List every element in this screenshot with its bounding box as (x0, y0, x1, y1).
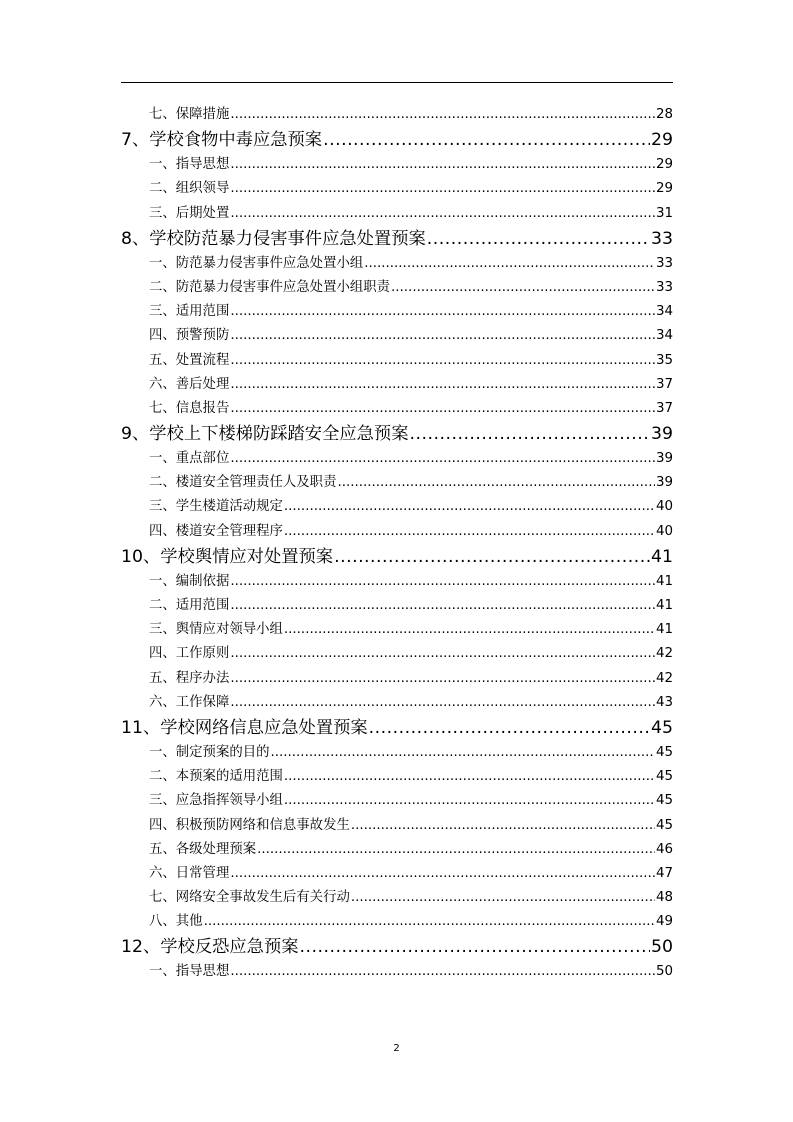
toc-entry-title: 10、学校舆情应对处置预案 (121, 546, 334, 567)
toc-entry-title: 四、预警预防 (149, 328, 230, 344)
dot-leader (351, 886, 655, 910)
header-rule (121, 82, 673, 83)
toc-entry-page: 45 (651, 717, 673, 738)
toc-entry-title: 12、学校反恐应急预案 (121, 937, 299, 958)
toc-entry-title: 9、学校上下楼梯防踩踏安全应急预案 (121, 424, 409, 445)
toc-entry-title: 四、工作原则 (149, 646, 230, 662)
dot-leader (230, 960, 655, 984)
toc-entry-page: 31 (655, 205, 673, 221)
toc-entry-title: 五、程序办法 (149, 670, 230, 686)
toc-entry-page: 39 (651, 424, 673, 445)
toc-entry-page: 33 (655, 279, 673, 295)
table-of-contents (121, 103, 673, 985)
toc-entry-page: 48 (655, 890, 673, 906)
toc-entry-title: 七、信息报告 (149, 400, 230, 416)
toc-entry-page: 35 (655, 352, 673, 368)
toc-section-entry[interactable] (121, 153, 673, 177)
toc-entry-page: 45 (655, 769, 673, 785)
toc-section-entry[interactable] (121, 789, 673, 813)
toc-entry-title: 三、应急指挥领导小组 (149, 793, 283, 809)
toc-chapter-entry[interactable] (121, 127, 673, 153)
toc-entry-title: 三、适用范围 (149, 304, 230, 320)
toc-entry-title: 七、保障措施 (149, 107, 230, 122)
dot-leader (300, 934, 650, 960)
toc-section-entry[interactable] (121, 471, 673, 495)
toc-entry-page: 40 (655, 499, 673, 515)
dot-leader (334, 544, 650, 570)
toc-section-entry[interactable] (121, 910, 673, 934)
toc-entry-title: 8、学校防范暴力侵害事件应急处置预案 (121, 228, 426, 249)
toc-chapter-entry[interactable] (121, 544, 673, 570)
dot-leader (230, 373, 655, 397)
dot-leader (230, 642, 655, 666)
toc-entry-title: 7、学校食物中毒应急预案 (121, 130, 323, 151)
toc-entry-title: 四、积极预防网络和信息事故发生 (149, 817, 350, 833)
toc-section-entry[interactable] (121, 373, 673, 397)
toc-entry-title: 二、适用范围 (149, 598, 230, 613)
toc-section-entry[interactable] (121, 814, 673, 838)
toc-section-entry[interactable] (121, 252, 673, 276)
toc-section-entry[interactable] (121, 960, 673, 984)
toc-entry-page: 41 (655, 622, 673, 638)
dot-leader (230, 397, 655, 421)
toc-section-entry[interactable] (121, 349, 673, 373)
toc-entry-title: 二、本预案的适用范围 (149, 769, 283, 785)
toc-chapter-entry[interactable] (121, 934, 673, 960)
toc-entry-title: 六、工作保障 (149, 694, 230, 710)
toc-entry-title: 一、指导思想 (149, 157, 230, 173)
toc-chapter-entry[interactable] (121, 226, 673, 252)
dot-leader (230, 447, 655, 471)
toc-entry-page: 29 (655, 181, 673, 197)
dot-leader (369, 715, 650, 741)
toc-entry-page: 40 (655, 523, 673, 539)
page-number: 2 (393, 1043, 400, 1054)
toc-entry-title: 一、编制依据 (149, 573, 230, 589)
toc-entry-page: 45 (655, 744, 673, 760)
toc-entry-title: 一、防范暴力侵害事件应急处置小组 (149, 255, 364, 271)
toc-section-entry[interactable] (121, 570, 673, 594)
toc-entry-page: 42 (655, 670, 673, 686)
dot-leader (230, 349, 655, 373)
toc-section-entry[interactable] (121, 520, 673, 544)
toc-entry-page: 37 (655, 376, 673, 392)
toc-section-entry[interactable] (121, 741, 673, 765)
toc-section-entry[interactable] (121, 594, 673, 618)
toc-entry-title: 五、各级处理预案 (149, 841, 257, 857)
dot-leader (284, 520, 655, 544)
toc-entry-title: 六、日常管理 (149, 865, 230, 881)
toc-entry-page: 42 (655, 646, 673, 662)
toc-entry-page: 39 (655, 451, 673, 467)
toc-entry-page: 33 (651, 228, 673, 249)
dot-leader (391, 276, 655, 300)
toc-entry-title: 六、善后处理 (149, 376, 230, 392)
toc-section-entry[interactable] (121, 202, 673, 226)
dot-leader (284, 495, 655, 519)
toc-entry-title: 三、舆情应对领导小组 (149, 622, 283, 638)
toc-entry-page: 34 (655, 328, 673, 344)
dot-leader (364, 252, 655, 276)
toc-entry-title: 二、防范暴力侵害事件应急处置小组职责 (149, 279, 391, 295)
toc-section-entry[interactable] (121, 862, 673, 886)
toc-section-entry[interactable] (121, 691, 673, 715)
toc-entry-page: 50 (655, 964, 673, 980)
toc-entry-title: 三、后期处置 (149, 205, 230, 221)
toc-entry-page: 45 (655, 793, 673, 809)
toc-entry-page: 29 (651, 130, 673, 151)
toc-entry-title: 八、其他 (149, 914, 203, 930)
dot-leader (410, 421, 651, 447)
dot-leader (230, 570, 655, 594)
toc-entry-page: 29 (655, 157, 673, 173)
dot-leader (351, 814, 655, 838)
dot-leader (204, 910, 655, 934)
dot-leader (257, 838, 655, 862)
toc-entry-page: 41 (651, 546, 673, 567)
toc-entry-page: 50 (651, 937, 673, 958)
dot-leader (230, 691, 655, 715)
toc-section-entry[interactable] (121, 642, 673, 666)
dot-leader (284, 618, 655, 642)
toc-entry-title: 四、楼道安全管理程序 (149, 523, 283, 539)
toc-section-entry[interactable] (121, 300, 673, 324)
toc-entry-page: 45 (655, 817, 673, 833)
toc-entry-page: 34 (655, 304, 673, 320)
toc-entry-title: 五、处置流程 (149, 352, 230, 368)
dot-leader (284, 789, 655, 813)
toc-section-entry[interactable] (121, 838, 673, 862)
toc-entry-title: 七、网络安全事故发生后有关行动 (149, 890, 350, 906)
toc-section-entry[interactable] (121, 447, 673, 471)
toc-entry-title: 一、制定预案的目的 (149, 744, 270, 760)
toc-section-entry[interactable] (121, 667, 673, 691)
toc-entry-page: 41 (655, 598, 673, 613)
toc-entry-page: 41 (655, 573, 673, 589)
dot-leader (230, 300, 655, 324)
toc-entry-page: 47 (655, 865, 673, 881)
toc-entry-page: 39 (655, 475, 673, 491)
toc-section-entry[interactable] (121, 324, 673, 348)
toc-section-entry[interactable] (121, 765, 673, 789)
toc-chapter-entry[interactable] (121, 715, 673, 741)
toc-section-entry[interactable] (121, 397, 673, 421)
dot-leader (337, 471, 654, 495)
toc-entry-title: 二、楼道安全管理责任人及职责 (149, 475, 337, 491)
toc-section-entry[interactable] (121, 276, 673, 300)
dot-leader (230, 594, 655, 618)
dot-leader (230, 667, 655, 691)
dot-leader (271, 741, 655, 765)
toc-section-entry[interactable] (121, 177, 673, 201)
dot-leader (284, 765, 655, 789)
toc-entry-title: 11、学校网络信息应急处置预案 (121, 717, 368, 738)
dot-leader (230, 103, 655, 127)
toc-section-entry[interactable] (121, 495, 673, 519)
toc-entry-title: 一、重点部位 (149, 451, 230, 467)
toc-chapter-entry[interactable] (121, 421, 673, 447)
toc-section-entry[interactable] (121, 618, 673, 642)
dot-leader (323, 127, 650, 153)
dot-leader (230, 177, 655, 201)
toc-section-entry[interactable] (121, 103, 673, 127)
toc-entry-page: 33 (655, 255, 673, 271)
toc-entry-page: 43 (655, 694, 673, 710)
toc-entry-title: 三、学生楼道活动规定 (149, 499, 283, 515)
toc-section-entry[interactable] (121, 886, 673, 910)
dot-leader (230, 153, 655, 177)
dot-leader (427, 226, 650, 252)
toc-entry-page: 49 (655, 914, 673, 930)
dot-leader (230, 862, 655, 886)
toc-entry-page: 37 (655, 400, 673, 416)
dot-leader (230, 202, 655, 226)
toc-entry-title: 一、指导思想 (149, 964, 230, 980)
toc-entry-page: 46 (655, 841, 673, 857)
toc-entry-page: 28 (655, 107, 673, 122)
dot-leader (230, 324, 655, 348)
toc-entry-title: 二、组织领导 (149, 181, 230, 197)
